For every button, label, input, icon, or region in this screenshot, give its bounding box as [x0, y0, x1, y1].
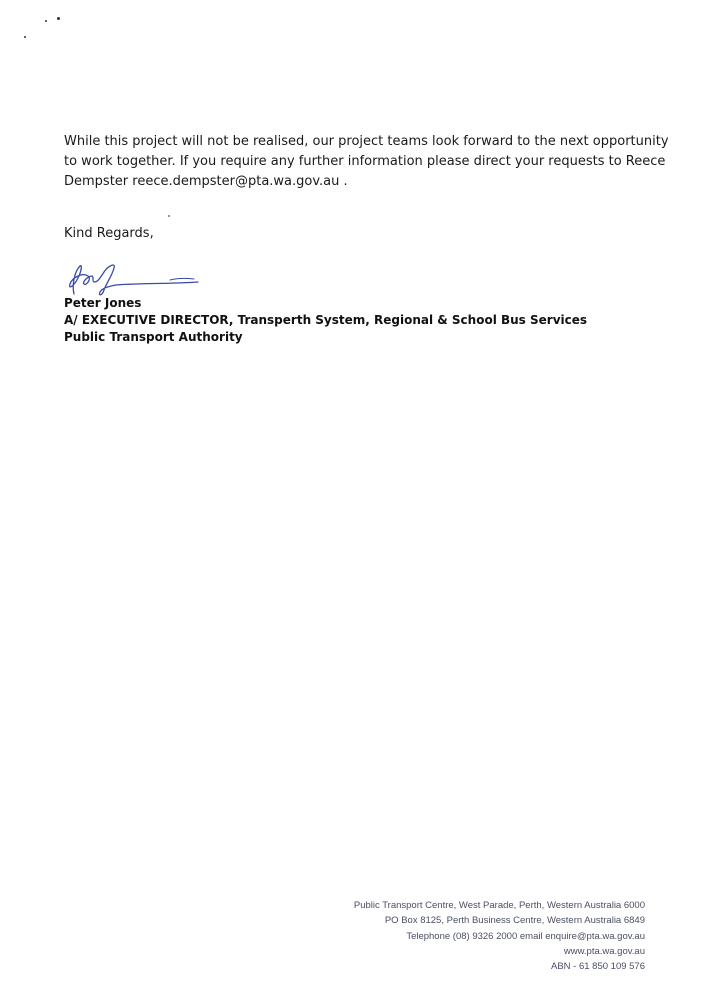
body-line: to work together. If you require any further information please direct your requests to Reece: [64, 154, 666, 169]
signatory-organisation: Public Transport Authority: [64, 330, 243, 344]
footer-contact: Telephone (08) 9326 2000 email enquire@pta.wa.gov.au: [406, 930, 645, 942]
signatory-block: [64, 295, 587, 346]
footer-website: www.pta.wa.gov.au: [563, 945, 645, 957]
letter-body: [64, 132, 669, 192]
scan-speck: [168, 215, 170, 217]
scan-speck: [57, 17, 60, 20]
signatory-title: A/ EXECUTIVE DIRECTOR, Transperth System, Regional & School Bus Services: [64, 313, 588, 327]
closing-salutation: Kind Regards,: [64, 226, 154, 241]
letterhead-footer: [354, 898, 645, 974]
body-line: While this project will not be realised, our project teams look forward to the next opportunity: [64, 134, 669, 149]
body-line: Dempster reece.dempster@pta.wa.gov.au .: [64, 174, 348, 189]
footer-address-line1: Public Transport Centre, West Parade, Perth, Western Australia 6000: [353, 900, 645, 911]
footer-abn: ABN - 61 850 109 576: [550, 961, 645, 973]
signatory-name: Peter Jones: [64, 296, 142, 310]
scan-speck: [24, 36, 26, 38]
footer-address-line2: PO Box 8125, Perth Business Centre, Western Australia 6849: [384, 915, 645, 927]
scan-speck: [45, 20, 47, 22]
